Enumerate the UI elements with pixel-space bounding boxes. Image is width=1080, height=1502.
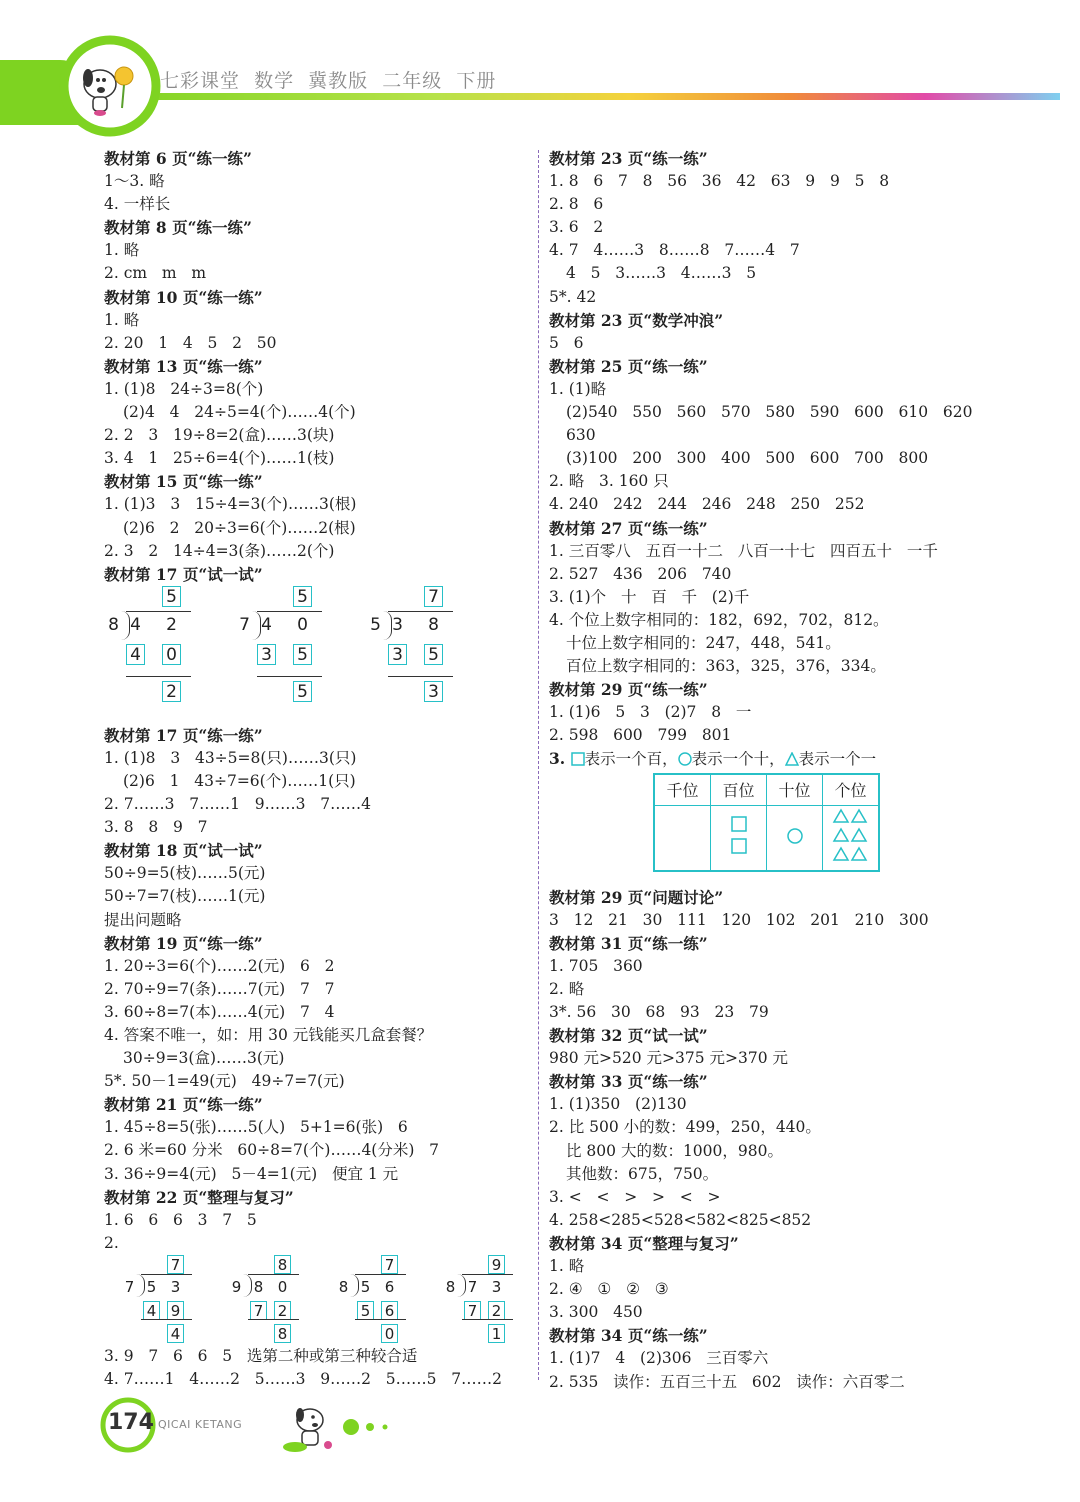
quotient-box: 7 — [424, 586, 443, 607]
product-box: 5 — [424, 644, 443, 665]
remainder-box: 4 — [167, 1324, 184, 1343]
product-box: 2 — [488, 1301, 505, 1320]
answer-line: 1. 20÷3=6(个)……2(元) 6 2 — [104, 956, 335, 975]
division-bracket — [252, 611, 261, 640]
section-heading: 教材第 18 页“试一试” — [104, 841, 263, 861]
answer-line: 5*. 42 — [549, 287, 597, 306]
brand-text: QICAI KETANG — [158, 1418, 243, 1431]
answer-line: 50÷9=5(枝)……5(元) — [104, 864, 266, 883]
dividend-digit: 8 — [428, 614, 439, 635]
legend-line: 3. 表示一个百， 表示一个十， 表示一个一 — [549, 749, 877, 769]
answer-line: 1. 略 — [104, 241, 140, 260]
answer-line: 比 800 大的数：1000，980。 — [566, 1141, 783, 1160]
answer-line: 2. 7……3 7……1 9……3 7……4 — [104, 795, 371, 814]
divisor-digit: 7 — [239, 614, 250, 635]
division-bracket — [383, 611, 392, 640]
dividend-digit: 0 — [297, 614, 308, 635]
dividend-digit: 0 — [277, 1277, 288, 1296]
product-box: 2 — [274, 1301, 291, 1320]
answer-line: 3. 36÷9=4(元) 5－4=1(元) 便宜 1 元 — [104, 1164, 399, 1183]
answer-line: 2. cm m m — [104, 264, 207, 283]
section-heading: 教材第 23 页“数学冲浪” — [549, 310, 724, 330]
division-bracket — [121, 611, 130, 640]
tens-cell — [767, 805, 823, 871]
remainder-box: 8 — [274, 1324, 291, 1343]
product-box: 9 — [167, 1301, 184, 1320]
answer-line: 3. 8 8 9 7 — [104, 818, 208, 837]
product-box: 5 — [357, 1301, 374, 1320]
answer-line: 4. 7 4……3 8……8 7……4 7 — [549, 241, 800, 260]
answer-line: 2. 527 436 206 740 — [549, 564, 732, 583]
section-heading: 教材第 10 页“练一练” — [104, 287, 263, 307]
page-footer — [0, 1395, 1080, 1465]
answer-line: (2)6 1 43÷7=6(个)……1(只) — [123, 771, 356, 790]
subtraction-line — [257, 676, 322, 677]
answer-line: 2. 8 6 — [549, 195, 604, 214]
answer-line: 1. (1)3 3 15÷4=3(个)……3(根) — [104, 495, 357, 514]
section-heading: 教材第 27 页“练一练” — [549, 518, 708, 538]
circle-icon — [678, 752, 692, 766]
answer-line: 1. (1)7 4 (2)306 三百零六 — [549, 1349, 769, 1368]
answer-line: 1. 45÷8=5(张)……5(人) 5+1=6(张) 6 — [104, 1118, 408, 1137]
section-heading: 教材第 17 页“练一练” — [104, 725, 263, 745]
legend-ones: 表示一个一 — [798, 750, 877, 769]
answer-line: 1. 略 — [104, 310, 140, 329]
answer-line: 其他数：675，750。 — [566, 1164, 719, 1183]
quotient-box: 7 — [381, 1255, 398, 1274]
answer-line: 1. (1)略 — [549, 379, 607, 398]
subtraction-line — [126, 676, 191, 677]
quotient-box: 9 — [488, 1255, 505, 1274]
quotient-box: 5 — [162, 586, 181, 607]
answer-line: 1～3. 略 — [104, 172, 165, 191]
section-heading: 教材第 29 页“练一练” — [549, 680, 708, 700]
answer-line: 1. 略 — [549, 1257, 585, 1276]
section-heading: 教材第 31 页“练一练” — [549, 933, 708, 953]
dividend-digit: 4 — [261, 614, 272, 635]
answer-line: 2. 70÷9=7(条)……7(元) 7 7 — [104, 979, 335, 998]
answer-line: 3*. 56 30 68 93 23 79 — [549, 1003, 769, 1021]
answer-line: 1. (1)8 3 43÷5=8(只)……3(只) — [104, 748, 357, 767]
product-box: 5 — [293, 644, 312, 665]
answer-line: 2. — [104, 1233, 119, 1252]
dividend-digit: 7 — [467, 1277, 478, 1296]
answer-line: 百位上数字相同的：363，325，376，334。 — [566, 657, 886, 676]
answer-line: 4. 一样长 — [104, 195, 171, 214]
answer-line: (2)540 550 560 570 580 590 600 610 620 — [566, 403, 973, 422]
divisor-digit: 8 — [108, 614, 119, 635]
answer-line: 3 12 21 30 111 120 102 201 210 300 — [549, 910, 929, 929]
answer-line: 50÷7=7(枝)……1(元) — [104, 887, 266, 906]
product-box: 7 — [250, 1301, 267, 1320]
quotient-box: 8 — [274, 1255, 291, 1274]
divisor-digit: 8 — [338, 1277, 349, 1296]
long-division-group — [104, 1255, 524, 1345]
answer-line: 提出问题略 — [104, 910, 182, 929]
product-box: 3 — [388, 644, 407, 665]
left-column — [104, 147, 524, 1391]
answer-line: 4. 240 242 244 246 248 250 252 — [549, 495, 865, 514]
division-line — [462, 1274, 513, 1275]
product-box: 3 — [257, 644, 276, 665]
answer-line: 2. 3 2 14÷4=3(条)……2(个) — [104, 541, 335, 560]
dividend-digit: 5 — [360, 1277, 371, 1296]
answer-line: (2)6 2 20÷3=6(个)……2(根) — [123, 518, 356, 537]
answer-line: 2. 略 — [549, 979, 585, 998]
page-header — [0, 0, 1080, 140]
product-box: 0 — [162, 644, 181, 665]
answer-line: 5 6 — [549, 333, 584, 352]
division-line — [126, 611, 191, 612]
section-heading: 教材第 21 页“练一练” — [104, 1095, 263, 1115]
answer-line: 1. (1)6 5 3 (2)7 8 一 — [549, 703, 752, 722]
dividend-digit: 4 — [130, 614, 141, 635]
section-heading: 教材第 6 页“练一练” — [104, 149, 252, 168]
answer-line: 2. 598 600 799 801 — [549, 726, 732, 745]
answer-line: 4. 258<285<528<582<825<852 — [549, 1210, 812, 1229]
answer-line: 3. 6 2 — [549, 218, 604, 237]
square-icon — [729, 814, 749, 858]
column-divider — [538, 150, 539, 1380]
product-box: 6 — [381, 1301, 398, 1320]
product-box: 4 — [143, 1301, 160, 1320]
answer-line: (2)4 4 24÷5=4(个)……4(个) — [123, 403, 356, 422]
circle-icon — [785, 826, 805, 846]
square-icon — [571, 752, 585, 766]
section-heading: 教材第 34 页“整理与复习” — [549, 1233, 739, 1253]
answer-line: 1. 8 6 7 8 56 36 42 63 9 9 5 8 — [549, 172, 890, 191]
answer-line: 5*. 50－1=49(元) 49÷7=7(元) — [104, 1072, 345, 1091]
section-heading: 教材第 23 页“练一练” — [549, 149, 708, 168]
answer-line: 4. 答案不唯一，如：用 30 元钱能买几盒套餐？ — [104, 1026, 433, 1044]
col-thousands: 千位 — [654, 774, 711, 806]
answer-line: 2. 2 3 19÷8=2(盒)……3(块) — [104, 426, 335, 445]
answer-line: 1. 6 6 6 3 7 5 — [104, 1210, 257, 1229]
section-heading: 教材第 33 页“练一练” — [549, 1072, 708, 1092]
remainder-box: 2 — [162, 681, 181, 702]
answer-line: 1. 三百零八 五百一十二 八百一十七 四百五十 一千 — [549, 541, 938, 560]
dividend-digit: 3 — [170, 1277, 181, 1296]
answer-line: 3. < < > > < > — [549, 1187, 721, 1206]
answer-line: 4. 个位上数字相同的：182，692，702，812。 — [549, 610, 889, 629]
answer-line: 2. 略 3. 160 只 — [549, 472, 669, 491]
dividend-digit: 3 — [491, 1277, 502, 1296]
dog-mascot-icon — [283, 1408, 332, 1452]
quotient-box: 5 — [293, 586, 312, 607]
section-heading: 教材第 32 页“试一试” — [549, 1026, 708, 1046]
answer-line: 3. 4 1 25÷6=4(个)……1(枝) — [104, 449, 335, 468]
division-line — [257, 611, 322, 612]
division-line — [388, 611, 453, 612]
legend-tens: 表示一个十， — [691, 750, 785, 769]
answer-line: 2. ④ ① ② ③ — [549, 1280, 669, 1299]
triangle-icon — [831, 807, 871, 865]
answer-line: 2. 535 读作：五百三十五 602 读作：六百零二 — [549, 1372, 905, 1391]
remainder-box: 3 — [424, 681, 443, 702]
divisor-digit: 9 — [231, 1277, 242, 1296]
subtraction-line — [355, 1319, 406, 1320]
hundreds-cell — [711, 805, 767, 871]
col-tens: 十位 — [767, 774, 823, 806]
answer-line: 1. (1)8 24÷3=8(个) — [104, 379, 264, 398]
remainder-box: 0 — [381, 1324, 398, 1343]
answer-line: (3)100 200 300 400 500 600 700 800 — [566, 449, 929, 468]
answer-line: 3. 9 7 6 6 5 选第二种或第三种较合适 — [104, 1346, 418, 1365]
dividend-digit: 2 — [166, 614, 177, 635]
product-box: 4 — [126, 644, 145, 665]
remainder-box: 5 — [293, 681, 312, 702]
col-hundreds: 百位 — [711, 774, 767, 806]
answer-line: 980 元>520 元>375 元>370 元 — [549, 1049, 789, 1068]
dividend-digit: 6 — [384, 1277, 395, 1296]
subtraction-line — [462, 1319, 513, 1320]
section-heading: 教材第 34 页“练一练” — [549, 1326, 708, 1346]
divisor-digit: 8 — [445, 1277, 456, 1296]
subtraction-line — [388, 676, 453, 677]
answer-line: 2. 20 1 4 5 2 50 — [104, 333, 277, 352]
answer-line: 4. 7……1 4……2 5……3 9……2 5……5 7……2 — [104, 1370, 502, 1389]
section-heading: 教材第 29 页“问题讨论” — [549, 887, 724, 907]
triangle-icon — [785, 752, 799, 766]
thousands-cell — [654, 805, 711, 871]
answer-line: 630 — [566, 426, 596, 445]
division-line — [355, 1274, 406, 1275]
right-column — [549, 147, 1019, 1394]
divisor-digit: 5 — [370, 614, 381, 635]
place-value-table-wrap — [549, 771, 1019, 886]
quotient-box: 7 — [167, 1255, 184, 1274]
section-heading: 教材第 13 页“练一练” — [104, 356, 263, 376]
answer-line: 3. 60÷8=7(本)……4(元) 7 4 — [104, 1002, 335, 1021]
remainder-box: 1 — [488, 1324, 505, 1343]
divisor-digit: 7 — [124, 1277, 135, 1296]
subtraction-line — [248, 1319, 299, 1320]
answer-line: 3. (1)个 十 百 千 (2)千 — [549, 587, 750, 606]
answer-line: 十位上数字相同的：247，448，541。 — [566, 633, 841, 652]
answer-line: 3. 300 450 — [549, 1303, 643, 1322]
product-box: 7 — [464, 1301, 481, 1320]
section-heading: 教材第 25 页“练一练” — [549, 356, 708, 376]
page-number: 174 — [108, 1410, 154, 1435]
answer-line: 30÷9=3(盒)……3(元) — [123, 1049, 285, 1068]
dividend-digit: 8 — [253, 1277, 264, 1296]
place-value-table — [653, 773, 880, 872]
ones-cell — [823, 805, 880, 871]
answer-line: 2. 比 500 小的数：499，250，440。 — [549, 1118, 821, 1137]
legend-hundreds: 表示一个百， — [584, 750, 678, 769]
dividend-digit: 3 — [392, 614, 403, 635]
answer-line: 1. 705 360 — [549, 956, 643, 975]
col-ones: 个位 — [823, 774, 880, 806]
long-division-group — [104, 586, 524, 724]
dividend-digit: 5 — [146, 1277, 157, 1296]
answer-line: 4 5 3……3 4……3 5 — [566, 264, 757, 283]
section-heading: 教材第 15 页“练一练” — [104, 472, 263, 492]
answer-line: 2. 6 米=60 分米 60÷8=7(个)……4(分米) 7 — [104, 1141, 440, 1160]
book-title: 七彩课堂 数学 冀教版 二年级 下册 — [160, 70, 497, 92]
section-heading: 教材第 19 页“练一练” — [104, 933, 263, 953]
answer-line: 1. (1)350 (2)130 — [549, 1095, 687, 1114]
section-heading: 教材第 17 页“试一试” — [104, 564, 263, 584]
division-line — [141, 1274, 192, 1275]
subtraction-line — [141, 1319, 192, 1320]
division-line — [248, 1274, 299, 1275]
section-heading: 教材第 22 页“整理与复习” — [104, 1187, 294, 1207]
section-heading: 教材第 8 页“练一练” — [104, 218, 252, 238]
